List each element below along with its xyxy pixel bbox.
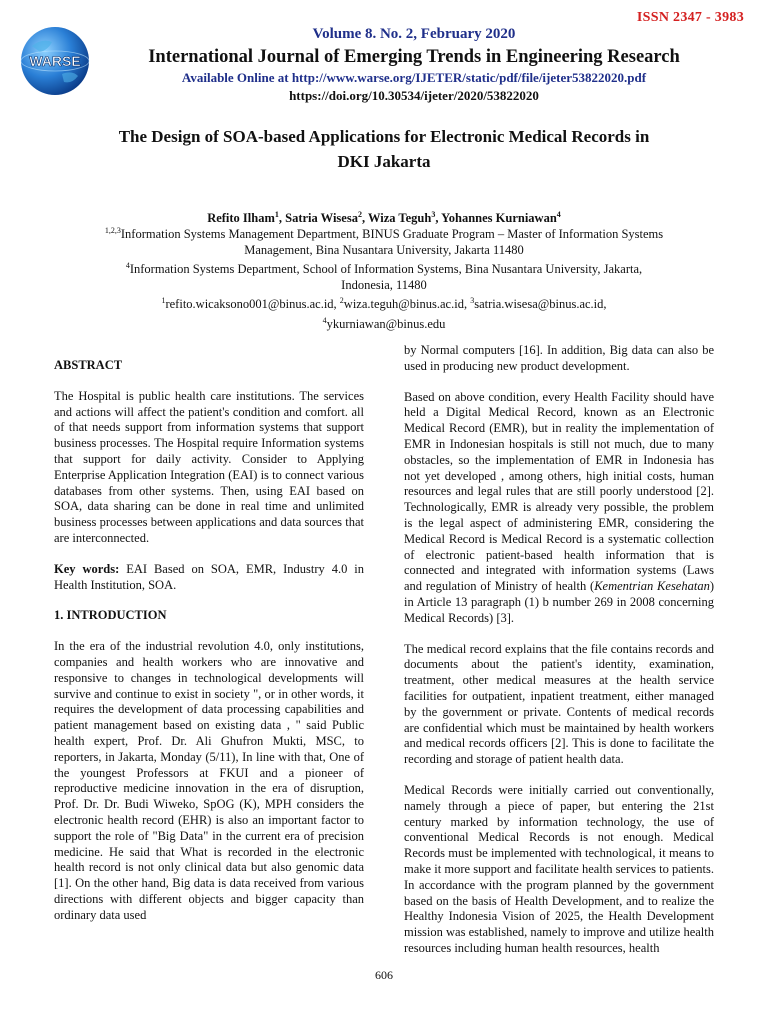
email-sup: 3 [470, 296, 475, 306]
paragraph-3: The medical record explains that the file contains records and documents about the patient's identity, examination, treatment, other medical measures at the health service facilities for outpatient, inpatient treatment, either managed by the government or private. Contents of medical records are confidential which must be maintained by health workers and medical records officers [2]. This is done to facilitate the recording and storage of patient health data. [404, 641, 714, 767]
author-name: Wiza Teguh [367, 211, 432, 226]
email-line-2 [60, 313, 708, 333]
paragraph-2-part-b: ) in Article 13 paragraph (1) b number 269 in 2008 concerning Medical Records) [3]. [404, 579, 714, 625]
keywords-label: Key words: [54, 561, 120, 576]
email-address[interactable]: refito.wicaksono001@binus.ac.id, [165, 297, 340, 312]
volume-info: Volume 8. No. 2, February 2020 [312, 26, 516, 42]
email-sup: 4 [322, 315, 327, 325]
issn-label: ISSN 2347 - 3983 [636, 10, 744, 25]
introduction-heading: 1. INTRODUCTION [54, 608, 167, 623]
paper-title [60, 124, 708, 174]
email-line-1 [60, 293, 708, 313]
author-name: Refito Ilham [207, 211, 275, 226]
affiliation-1 [60, 223, 708, 243]
author-sup: 4 [556, 210, 561, 219]
keywords [54, 562, 364, 594]
affil-1-line-1: Information Systems Management Department, BINUS Graduate Program – Master of Information Systems [120, 227, 664, 242]
author-sup: 3 [431, 210, 436, 219]
journal-title: International Journal of Emerging Trends in Engineering Research [148, 47, 680, 67]
page-number: 606 [375, 968, 393, 982]
affiliations [60, 223, 708, 333]
right-column [404, 343, 714, 972]
available-prefix: Available Online at [181, 70, 292, 85]
author-sup: 2 [357, 210, 362, 219]
author-list: Refito Ilham$^1$, Satria Wisesa$^2$, Wiza Teguh$^3$, Yohannes Kurniawan$^4$ [207, 210, 561, 226]
email-address[interactable]: ykurniawan@binus.edu [326, 317, 446, 332]
affiliation-2 [60, 258, 708, 278]
abstract-heading: ABSTRACT [54, 358, 123, 372]
available-url-link[interactable]: http://www.warse.org/IJETER/static/pdf/file/ijeter53822020.pdf [291, 70, 647, 85]
title-line-1: The Design of SOA-based Applications for Electronic Medical Records in [118, 127, 650, 146]
paragraph-1: by Normal computers [16]. In addition, Big data can also be used in producing new product development. [404, 343, 714, 373]
keywords-text: EAI Based on SOA, EMR, Industry 4.0 in Health Institution, SOA. [54, 561, 364, 592]
journal-header [100, 24, 728, 105]
author-name: Satria Wisesa [285, 211, 358, 226]
introduction-text: In the era of the industrial revolution 4.0, only institutions, companies and health workers who are innovative and responsive to changes in technological developments will survive and continue to exist in society ", or in other words, it requires the development of data processing capabilities and patient management based on existing data , " said Public health expert, Prof. Dr. Ali Ghufron Mukti, MSC, to reporters, in Jakarta, Monday (5/11), In line with that, One of the youngest Professors at FKUI and a pioneer of reproductive medicine innovation in the era of disruption, Prof. Dr. Dr. Budi Wiweko, SpOG (K), MPH considers the electronic health record (EHR) is also an important factor to support the role of "Big Data" in the current era of precision medicine. He said that What is recorded in the electronic health record is not only clinical data but also genomic data [1]. On the other hand, Big data is data received from various directions with different objects and bigger capacity than ordinary data used [54, 639, 364, 922]
email-address[interactable]: satria.wisesa@binus.ac.id, [474, 297, 607, 312]
paragraph-2-part-a: Based on above condition, every Health Facility should have held a Digital Medical Record, known as an Electronic Medical Record (EMR), but in reality the implementation of EMR in Indonesian hospitals is still not much, due to many obstacles, so the implementation of EMR in Indonesia has not yet developed , among others, high initial costs, human resources and legal rules that are still poorly understood [2]. Technologically, EMR is already very possible, the problem is the legal aspect of administering EMR, considering the Medical Record is Medical Record is a systematic collection of electronic patient-based health information that is connected and integrated with information systems (Laws and regulation of Ministry of health ( [404, 389, 714, 594]
affil-2-line-2: Indonesia, 11480 [341, 277, 427, 292]
affil-sup: 4 [125, 261, 130, 271]
doi-link[interactable]: https://doi.org/10.30534/ijeter/2020/53822020 [289, 88, 539, 103]
affil-1-line-2: Management, Bina Nusantara University, Jakarta 11480 [244, 242, 524, 257]
logo-text: WARSE [29, 53, 81, 69]
abstract-text: The Hospital is public health care institutions. The services and actions will affect the patient's condition and comfort. all of that needs support from information systems that support business processes. The Hospital require Information systems that support for daily activity. Consider to Applying Enterprise Application Integration (EAI) is to connect various databases from other systems. Then, using EAI based on SOA, data sharing can be done in real time and unlimited business processes between applications and data sources that are interconnected. [54, 388, 364, 545]
paragraph-2-italic: Kementrian Kesehatan [594, 579, 710, 594]
email-sup: 1 [161, 296, 166, 306]
paragraph-2 [404, 390, 714, 627]
email-sup: 2 [339, 296, 344, 306]
warse-globe-logo [18, 24, 92, 98]
paragraph-4: Medical Records were initially carried out conventionally, namely through a piece of paper, but entering the 21st century marked by information technology, the use of conventional Medical Records is not enough. Medical Records must be implemented with technological, it means to make it more support and facilitate health services to patients. In accordance with the program planned by the government based on the basis of Health Development, and to realize the Healthy Indonesia Vision of 2025, the Health Development mission was established, namely to improve and utilize health resources including human health resources, health [404, 782, 715, 955]
author-sup: 1 [274, 210, 279, 219]
email-address[interactable]: wiza.teguh@binus.ac.id, [343, 297, 471, 312]
availability-line [100, 69, 728, 87]
left-column [54, 358, 364, 939]
affil-2-line-1: Information Systems Department, School of Information Systems, Bina Nusantara University, Jakarta, [129, 262, 643, 277]
title-line-2: DKI Jakarta [337, 152, 431, 171]
affil-sup: 1,2,3 [104, 226, 121, 235]
author-name: Yohannes Kurniawan [441, 211, 557, 226]
